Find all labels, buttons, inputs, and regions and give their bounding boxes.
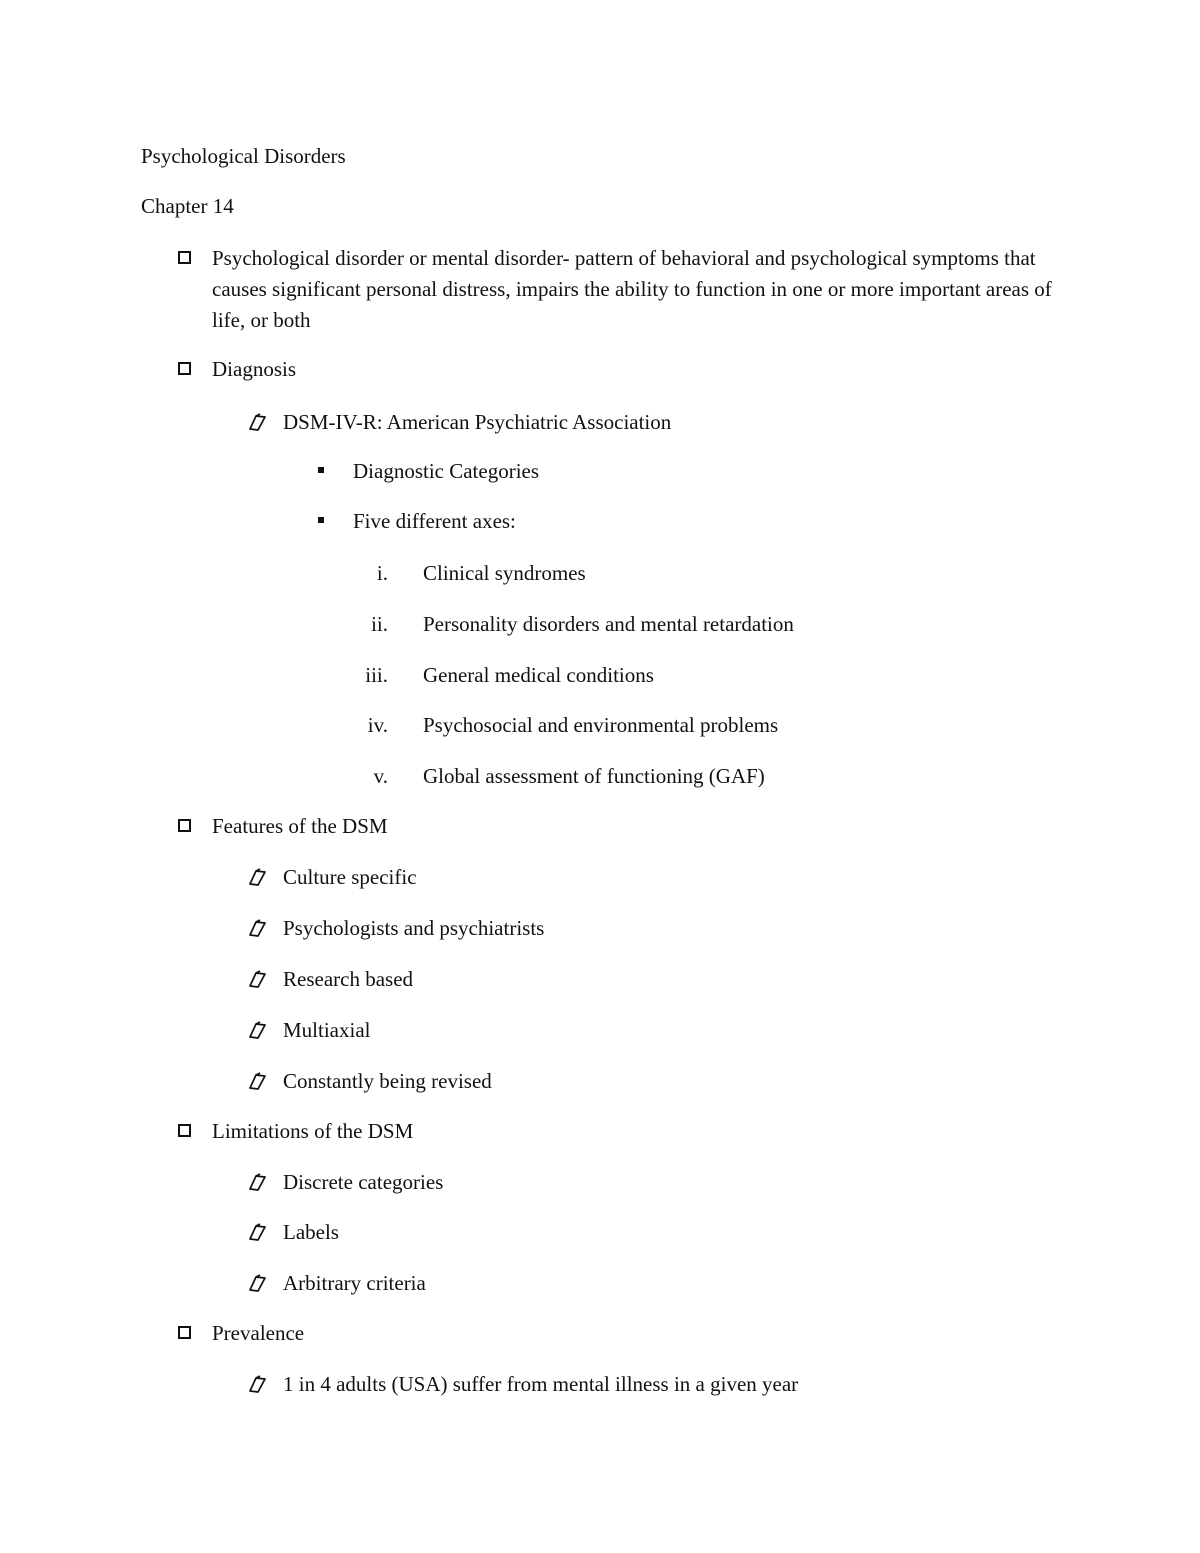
square-checkbox-icon: [178, 251, 191, 264]
arrow-bullet-icon: [246, 411, 268, 433]
square-checkbox-icon: [178, 1326, 191, 1339]
list-item-definition: [0, 243, 1100, 338]
list-item-text: Constantly being revised: [283, 1069, 492, 1093]
arrow-bullet-icon: [246, 1171, 268, 1193]
list-item-text: Psychological disorder or mental disorder- pattern of behavioral and psychological symptoms that causes significant personal distress, impairs the ability to function in one or more important areas of life, or both: [212, 246, 1052, 332]
arrow-bullet-icon: [246, 1373, 268, 1395]
list-item-text: Culture specific: [283, 865, 417, 889]
list-item-text: Research based: [283, 967, 414, 991]
axis-text: Global assessment of functioning (GAF): [423, 764, 765, 788]
arrow-bullet-icon: [246, 1019, 268, 1041]
list-item-text: DSM-IV-R: American Psychiatric Association: [283, 410, 672, 434]
square-checkbox-icon: [178, 1124, 191, 1137]
axis-text: Personality disorders and mental retardation: [423, 612, 794, 636]
list-item-text: Discrete categories: [283, 1170, 444, 1194]
list-item-text: Labels: [283, 1220, 339, 1244]
list-item-text: Features of the DSM: [212, 814, 388, 838]
roman-numeral: iii.: [365, 663, 388, 687]
list-item-text: Diagnostic Categories: [353, 459, 540, 483]
list-item-text: Limitations of the DSM: [212, 1119, 414, 1143]
list-item-text: Prevalence: [212, 1321, 305, 1345]
roman-numeral: ii.: [371, 612, 388, 636]
list-item-text: Diagnosis: [212, 357, 296, 381]
axis-text: Clinical syndromes: [423, 561, 586, 585]
arrow-bullet-icon: [246, 968, 268, 990]
arrow-bullet-icon: [246, 917, 268, 939]
arrow-bullet-icon: [246, 1272, 268, 1294]
roman-numeral: i.: [376, 561, 388, 585]
list-item-text: Multiaxial: [283, 1018, 371, 1042]
list-item-text: 1 in 4 adults (USA) suffer from mental illness in a given year: [283, 1372, 799, 1396]
axis-text: Psychosocial and environmental problems: [423, 713, 779, 737]
square-bullet-icon: [318, 467, 324, 473]
square-checkbox-icon: [178, 362, 191, 375]
roman-numeral: v.: [373, 764, 388, 788]
arrow-bullet-icon: [246, 866, 268, 888]
axis-text: General medical conditions: [423, 663, 654, 687]
arrow-bullet-icon: [246, 1070, 268, 1092]
square-checkbox-icon: [178, 819, 191, 832]
list-item-text: Arbitrary criteria: [283, 1271, 426, 1295]
arrow-bullet-icon: [246, 1221, 268, 1243]
list-item-text: Psychologists and psychiatrists: [283, 916, 545, 940]
list-item-text: Five different axes:: [353, 509, 516, 533]
chapter-heading: Chapter 14: [141, 194, 234, 218]
roman-numeral: iv.: [367, 713, 388, 737]
square-bullet-icon: [318, 517, 324, 523]
page-title: Psychological Disorders: [141, 144, 346, 168]
